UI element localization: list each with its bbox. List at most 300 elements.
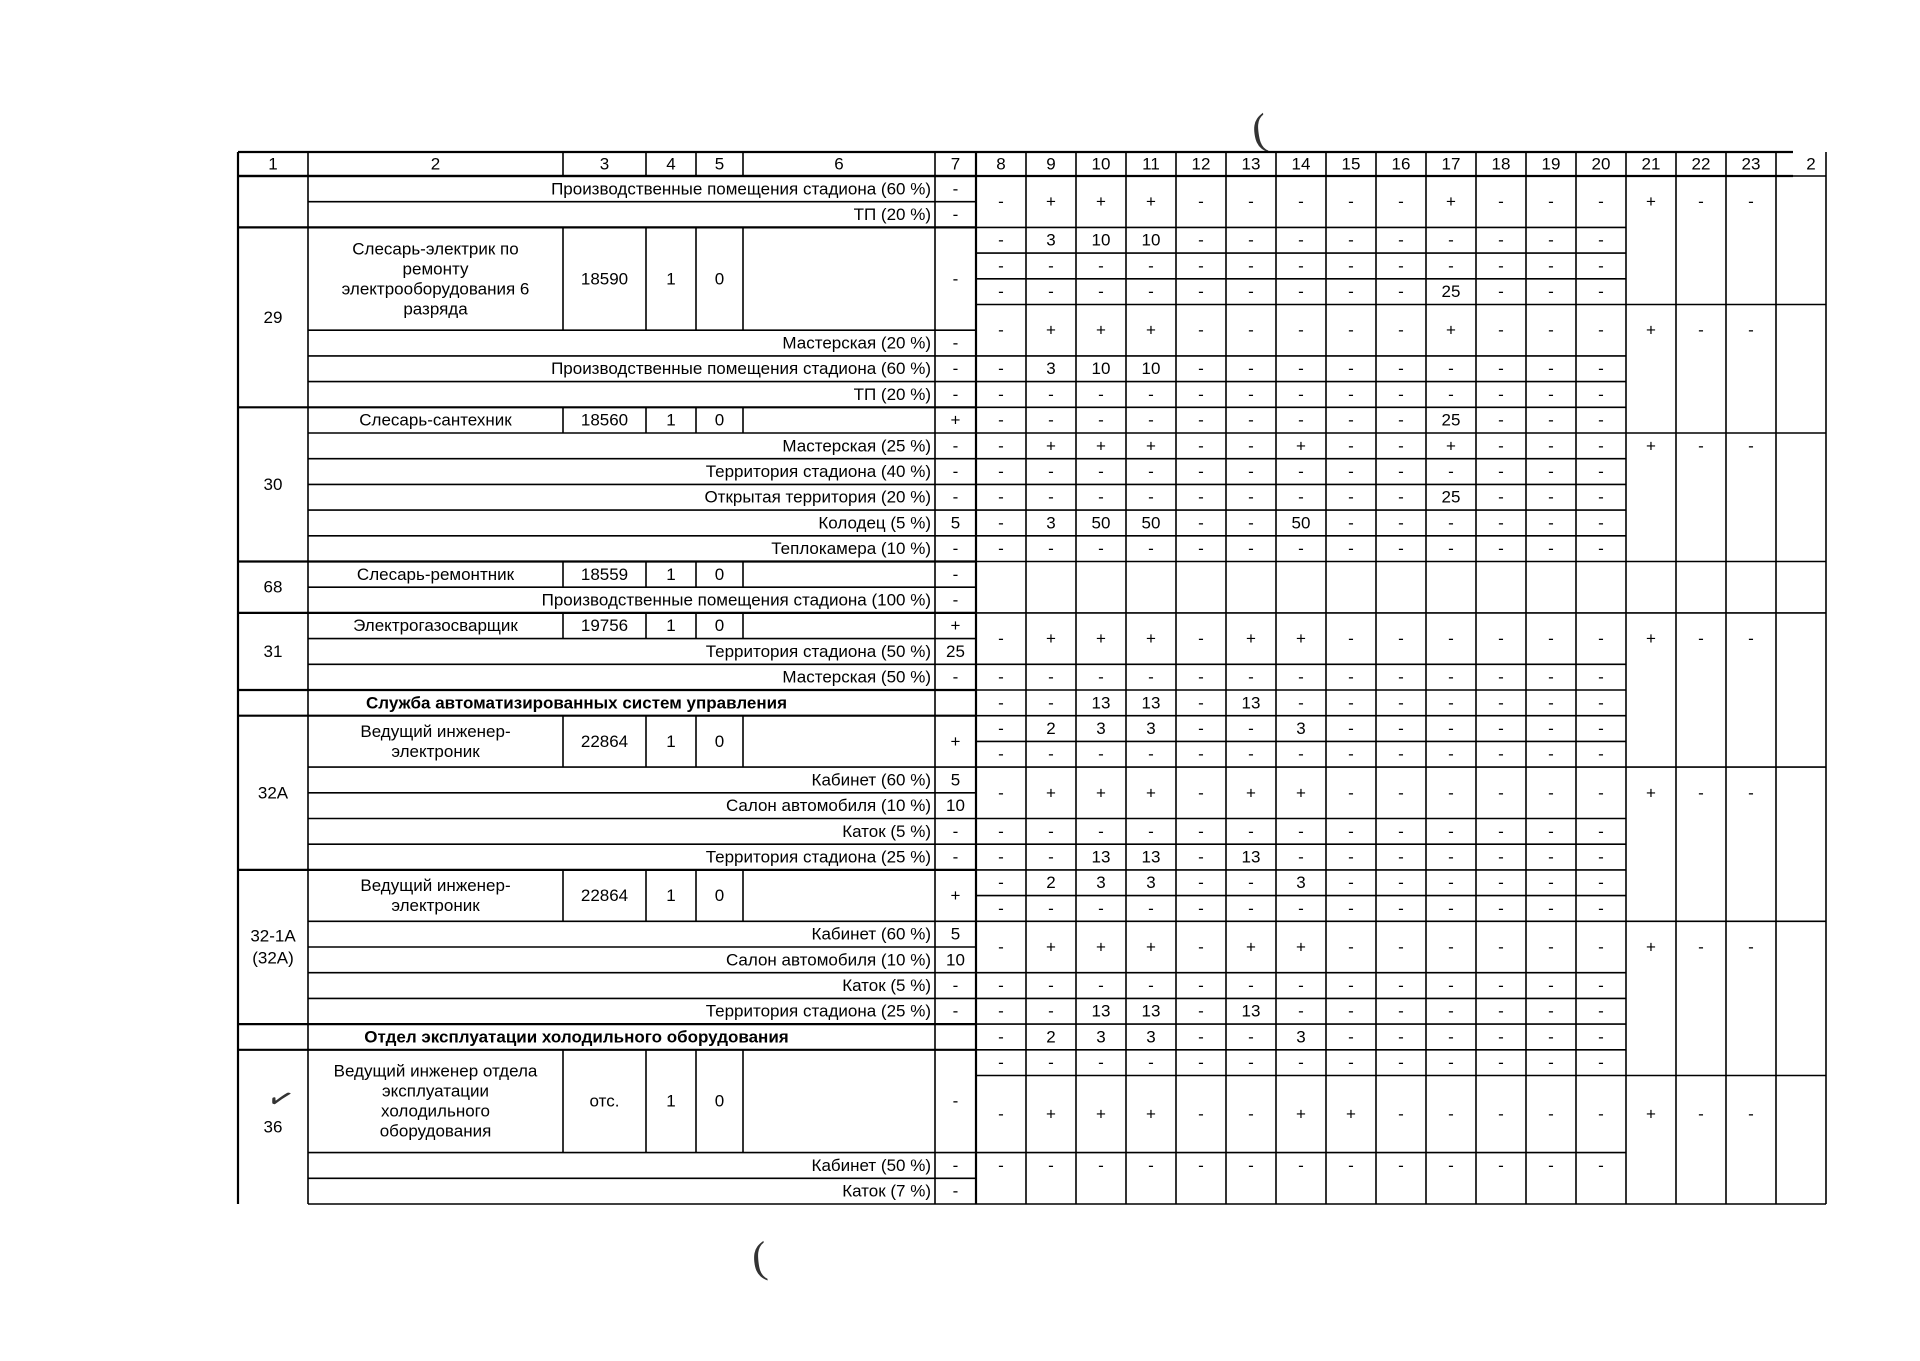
factor-cell: - bbox=[998, 230, 1004, 250]
factor-cell: - bbox=[1348, 282, 1354, 302]
factor-cell: - bbox=[1398, 230, 1404, 250]
factor-cell: - bbox=[1598, 1155, 1604, 1175]
factor-cell: - bbox=[1348, 937, 1354, 957]
job-code: 18560 bbox=[580, 410, 629, 430]
factor-cell: - bbox=[1398, 821, 1404, 841]
factor-cell: 3 bbox=[1146, 1027, 1156, 1047]
factor-cell: - bbox=[1148, 898, 1154, 918]
job-title: Ведущий инженер- bbox=[360, 876, 511, 896]
workplace-label: Теплокамера (10 %) bbox=[771, 539, 931, 559]
factor-cell: + bbox=[1096, 192, 1106, 212]
factor-cell: 13 bbox=[1091, 847, 1111, 867]
header-cell: 7 bbox=[950, 154, 961, 174]
factor-cell: - bbox=[1248, 230, 1254, 250]
factor-cell: + bbox=[1096, 937, 1106, 957]
factor-cell: 3 bbox=[1146, 873, 1156, 893]
factor-cell: - bbox=[1148, 539, 1154, 559]
factor-cell: - bbox=[1398, 693, 1404, 713]
factor-cell: - bbox=[1048, 1155, 1054, 1175]
factor-cell: - bbox=[1148, 1053, 1154, 1073]
factor-cell: - bbox=[1398, 629, 1404, 649]
factor-cell: - bbox=[1348, 744, 1354, 764]
factor-cell: + bbox=[1096, 783, 1106, 803]
factor-cell: 3 bbox=[1096, 1027, 1106, 1047]
factor-cell: - bbox=[1098, 821, 1104, 841]
pencil-bracket-top: ( bbox=[1248, 104, 1270, 155]
factor-cell: - bbox=[998, 693, 1004, 713]
factor-cell: - bbox=[1498, 384, 1504, 404]
factor-cell: - bbox=[998, 821, 1004, 841]
col7-value: 5 bbox=[950, 770, 961, 790]
factor-cell: - bbox=[1348, 513, 1354, 533]
factor-cell: - bbox=[1248, 1027, 1254, 1047]
header-cell: 17 bbox=[1441, 154, 1461, 174]
factor-cell: - bbox=[1448, 230, 1454, 250]
factor-cell: - bbox=[1248, 667, 1254, 687]
factor-cell: - bbox=[1498, 487, 1504, 507]
factor-cell: - bbox=[1248, 1104, 1254, 1124]
factor-cell: - bbox=[1348, 1053, 1354, 1073]
factor-cell: - bbox=[1098, 539, 1104, 559]
header-cell: 4 bbox=[666, 154, 676, 174]
job-title: электроник bbox=[391, 896, 480, 916]
factor-cell: - bbox=[1498, 436, 1504, 456]
factor-cell: - bbox=[1448, 783, 1454, 803]
factor-cell: - bbox=[1198, 873, 1204, 893]
factor-cell: - bbox=[1198, 539, 1204, 559]
factor-cell: - bbox=[1448, 693, 1454, 713]
factor-cell: - bbox=[1448, 847, 1454, 867]
factor-cell: - bbox=[1498, 282, 1504, 302]
factor-cell: - bbox=[1398, 1155, 1404, 1175]
workplace-label: Каток (7 %) bbox=[842, 1181, 931, 1201]
factor-cell: - bbox=[1348, 821, 1354, 841]
factor-cell: - bbox=[1448, 719, 1454, 739]
factor-cell: - bbox=[998, 744, 1004, 764]
factor-cell: - bbox=[1598, 1104, 1604, 1124]
factor-cell: - bbox=[1548, 359, 1554, 379]
factor-cell: - bbox=[1348, 410, 1354, 430]
factor-cell: + bbox=[1046, 1104, 1056, 1124]
factor-cell: - bbox=[1598, 359, 1604, 379]
factor-cell: - bbox=[1298, 359, 1304, 379]
factor-cell: - bbox=[1398, 1027, 1404, 1047]
factor-cell: + bbox=[1146, 937, 1156, 957]
factor-cell: - bbox=[1598, 462, 1604, 482]
factor-cell: + bbox=[1646, 629, 1656, 649]
col7-value: - bbox=[952, 821, 959, 841]
job-title: Слесарь-ремонтник bbox=[356, 564, 515, 584]
factor-cell: - bbox=[998, 898, 1004, 918]
factor-cell: - bbox=[1548, 976, 1554, 996]
factor-cell: - bbox=[1298, 1001, 1304, 1021]
job-code: 18559 bbox=[580, 564, 629, 584]
factor-cell: - bbox=[1098, 487, 1104, 507]
factor-cell: - bbox=[1348, 1001, 1354, 1021]
factor-cell: - bbox=[1548, 230, 1554, 250]
factor-cell: 3 bbox=[1296, 719, 1306, 739]
factor-cell: - bbox=[1448, 384, 1454, 404]
factor-cell: - bbox=[998, 847, 1004, 867]
factor-cell: - bbox=[1348, 629, 1354, 649]
header-cell: 12 bbox=[1191, 154, 1211, 174]
factor-cell: - bbox=[998, 384, 1004, 404]
factor-cell: - bbox=[1498, 898, 1504, 918]
factor-cell: - bbox=[1348, 359, 1354, 379]
job-women: 0 bbox=[714, 564, 725, 584]
header-cell: 6 bbox=[834, 154, 844, 174]
header-cell: 2 bbox=[1806, 154, 1816, 174]
factor-cell: - bbox=[1248, 384, 1254, 404]
factor-cell: - bbox=[1348, 192, 1354, 212]
factor-cell: - bbox=[1598, 783, 1604, 803]
job-code: 19756 bbox=[580, 616, 629, 636]
group-number: (32А) bbox=[252, 948, 294, 968]
factor-cell: - bbox=[1198, 410, 1204, 430]
factor-cell: - bbox=[1348, 436, 1354, 456]
job-women: 0 bbox=[714, 410, 725, 430]
factor-cell: - bbox=[1548, 898, 1554, 918]
factor-cell: - bbox=[1298, 693, 1304, 713]
job-women: 0 bbox=[714, 616, 725, 636]
job-count: 1 bbox=[666, 886, 676, 906]
factor-cell: - bbox=[1298, 192, 1304, 212]
factor-cell: - bbox=[1498, 719, 1504, 739]
factor-cell: - bbox=[1498, 693, 1504, 713]
job-title: Ведущий инженер отдела bbox=[333, 1061, 538, 1081]
factor-cell: 50 bbox=[1141, 513, 1161, 533]
factor-cell: - bbox=[1098, 282, 1104, 302]
factor-cell: - bbox=[1598, 282, 1604, 302]
factor-cell: - bbox=[1148, 462, 1154, 482]
factor-cell: - bbox=[998, 410, 1004, 430]
factor-cell: - bbox=[1048, 1001, 1054, 1021]
factor-cell: - bbox=[1448, 1104, 1454, 1124]
factor-cell: - bbox=[1398, 1001, 1404, 1021]
factor-cell: - bbox=[1148, 487, 1154, 507]
job-title: Электрогазосварщик bbox=[353, 616, 518, 636]
col7-value: - bbox=[952, 436, 959, 456]
factor-cell: - bbox=[1198, 192, 1204, 212]
factor-cell: - bbox=[1598, 898, 1604, 918]
factor-cell: - bbox=[1048, 693, 1054, 713]
factor-cell: - bbox=[1098, 744, 1104, 764]
col7-value: - bbox=[952, 179, 959, 199]
col7-value: - bbox=[952, 1155, 959, 1175]
factor-cell: - bbox=[1548, 462, 1554, 482]
factor-cell: - bbox=[1298, 282, 1304, 302]
factor-cell: - bbox=[1498, 744, 1504, 764]
factor-cell: - bbox=[1498, 629, 1504, 649]
col7-value: - bbox=[952, 269, 959, 289]
factor-cell: - bbox=[1598, 320, 1604, 340]
header-cell: 20 bbox=[1591, 154, 1611, 174]
factor-cell: - bbox=[1048, 384, 1054, 404]
factor-cell: + bbox=[1446, 320, 1456, 340]
workplace-label: Мастерская (25 %) bbox=[782, 436, 931, 456]
factor-cell: 3 bbox=[1046, 359, 1056, 379]
factor-cell: + bbox=[1296, 436, 1306, 456]
factor-cell: - bbox=[998, 667, 1004, 687]
factor-cell: - bbox=[1548, 667, 1554, 687]
factor-cell: - bbox=[998, 256, 1004, 276]
section-title: Отдел эксплуатации холодильного оборудования bbox=[364, 1027, 789, 1047]
factor-cell: + bbox=[1096, 436, 1106, 456]
factor-cell: - bbox=[1048, 487, 1054, 507]
col7-value: - bbox=[952, 462, 959, 482]
factor-cell: + bbox=[1296, 629, 1306, 649]
factor-cell: + bbox=[1646, 320, 1656, 340]
factor-cell: 2 bbox=[1046, 1027, 1056, 1047]
factor-cell: - bbox=[998, 1155, 1004, 1175]
factor-cell: - bbox=[998, 1027, 1004, 1047]
factor-cell: - bbox=[1348, 898, 1354, 918]
factor-cell: 3 bbox=[1096, 719, 1106, 739]
factor-cell: - bbox=[1698, 629, 1704, 649]
factor-cell: - bbox=[1248, 462, 1254, 482]
factor-cell: - bbox=[1448, 1001, 1454, 1021]
factor-cell: - bbox=[1598, 744, 1604, 764]
factor-cell: 13 bbox=[1241, 847, 1261, 867]
job-code: отс. bbox=[589, 1091, 620, 1111]
factor-cell: - bbox=[1598, 436, 1604, 456]
factor-cell: - bbox=[1548, 256, 1554, 276]
factor-cell: - bbox=[1148, 384, 1154, 404]
factor-cell: - bbox=[998, 1001, 1004, 1021]
factor-cell: - bbox=[1498, 821, 1504, 841]
factor-cell: - bbox=[1198, 320, 1204, 340]
factor-cell: - bbox=[1498, 667, 1504, 687]
factor-cell: - bbox=[1248, 1053, 1254, 1073]
section-title: Служба автоматизированных систем управления bbox=[365, 693, 788, 713]
factor-cell: - bbox=[1448, 1027, 1454, 1047]
factor-cell: - bbox=[1548, 513, 1554, 533]
factor-cell: - bbox=[1248, 1155, 1254, 1175]
workplace-label: Каток (5 %) bbox=[842, 821, 931, 841]
factor-cell: - bbox=[1348, 693, 1354, 713]
factor-cell: - bbox=[1398, 719, 1404, 739]
factor-cell: - bbox=[998, 282, 1004, 302]
job-title: Слесарь-сантехник bbox=[359, 410, 512, 430]
factor-cell: - bbox=[1198, 384, 1204, 404]
factor-cell: - bbox=[1598, 937, 1604, 957]
factor-cell: + bbox=[1346, 1104, 1356, 1124]
job-count: 1 bbox=[666, 731, 676, 751]
factor-cell: - bbox=[998, 873, 1004, 893]
factor-cell: - bbox=[1398, 410, 1404, 430]
col7-value: 5 bbox=[950, 924, 961, 944]
factor-cell: - bbox=[1598, 539, 1604, 559]
factor-cell: - bbox=[1048, 256, 1054, 276]
col7-value: - bbox=[952, 1001, 959, 1021]
factor-cell: - bbox=[1248, 821, 1254, 841]
factor-cell: - bbox=[1498, 192, 1504, 212]
factor-cell: - bbox=[1198, 1027, 1204, 1047]
factor-cell: - bbox=[1748, 629, 1754, 649]
factor-cell: - bbox=[1448, 1053, 1454, 1073]
factor-cell: 3 bbox=[1046, 513, 1056, 533]
factor-cell: 3 bbox=[1296, 873, 1306, 893]
factor-cell: - bbox=[998, 513, 1004, 533]
factor-cell: - bbox=[1298, 667, 1304, 687]
col7-value: + bbox=[950, 616, 961, 636]
factor-cell: - bbox=[1198, 462, 1204, 482]
factor-cell: - bbox=[1298, 976, 1304, 996]
header-cell: 11 bbox=[1142, 154, 1160, 174]
factor-cell: - bbox=[1548, 744, 1554, 764]
job-title: эксплуатации bbox=[381, 1081, 490, 1101]
factor-cell: - bbox=[1048, 462, 1054, 482]
factor-cell: + bbox=[1646, 937, 1656, 957]
factor-cell: - bbox=[1598, 513, 1604, 533]
factor-cell: - bbox=[998, 629, 1004, 649]
job-count: 1 bbox=[666, 1091, 676, 1111]
factor-cell: - bbox=[1448, 821, 1454, 841]
factor-cell: - bbox=[1598, 847, 1604, 867]
factor-cell: + bbox=[1046, 192, 1056, 212]
factor-cell: - bbox=[1398, 667, 1404, 687]
col7-value: 10 bbox=[946, 950, 965, 970]
workplace-label: Территория стадиона (40 %) bbox=[705, 462, 931, 482]
factor-cell: + bbox=[1146, 192, 1156, 212]
factor-cell: 50 bbox=[1291, 513, 1311, 533]
header-cell: 22 bbox=[1691, 154, 1711, 174]
factor-cell: 3 bbox=[1146, 719, 1156, 739]
factor-cell: 13 bbox=[1241, 693, 1261, 713]
job-title: холодильного bbox=[381, 1101, 490, 1121]
factor-cell: - bbox=[1498, 783, 1504, 803]
factor-cell: - bbox=[1548, 719, 1554, 739]
factor-cell: 10 bbox=[1091, 359, 1111, 379]
factor-cell: - bbox=[1348, 976, 1354, 996]
factor-cell: - bbox=[1548, 847, 1554, 867]
factor-cell: - bbox=[1598, 719, 1604, 739]
factor-cell: - bbox=[1148, 976, 1154, 996]
job-count: 1 bbox=[666, 564, 676, 584]
factor-cell: + bbox=[1296, 1104, 1306, 1124]
col7-value: - bbox=[952, 976, 959, 996]
factor-cell: - bbox=[1348, 384, 1354, 404]
factor-cell: - bbox=[1298, 821, 1304, 841]
factor-cell: + bbox=[1246, 783, 1256, 803]
factor-cell: - bbox=[1348, 1155, 1354, 1175]
job-code: 22864 bbox=[580, 731, 629, 751]
factor-cell: - bbox=[1598, 410, 1604, 430]
factor-cell: - bbox=[1298, 256, 1304, 276]
factor-cell: - bbox=[1448, 898, 1454, 918]
factor-cell: - bbox=[1548, 821, 1554, 841]
factor-cell: - bbox=[1298, 744, 1304, 764]
factor-cell: - bbox=[998, 976, 1004, 996]
factor-cell: - bbox=[1198, 719, 1204, 739]
factor-cell: - bbox=[1498, 410, 1504, 430]
workplace-label: Производственные помещения стадиона (60 %) bbox=[551, 359, 931, 379]
factor-cell: - bbox=[1448, 539, 1454, 559]
factor-cell: - bbox=[1498, 1053, 1504, 1073]
factor-cell: - bbox=[1698, 436, 1704, 456]
factor-cell: - bbox=[1498, 1104, 1504, 1124]
factor-cell: - bbox=[1298, 1155, 1304, 1175]
factor-cell: - bbox=[1498, 539, 1504, 559]
col7-value: - bbox=[952, 667, 959, 687]
factor-cell: - bbox=[1548, 1053, 1554, 1073]
factor-cell: - bbox=[1248, 487, 1254, 507]
factor-cell: - bbox=[1098, 1155, 1104, 1175]
factor-cell: - bbox=[1548, 1027, 1554, 1047]
factor-cell: - bbox=[1298, 320, 1304, 340]
factor-cell: + bbox=[1146, 320, 1156, 340]
factor-cell: - bbox=[1498, 847, 1504, 867]
group-number: 36 bbox=[263, 1117, 283, 1137]
col7-value: - bbox=[952, 359, 959, 379]
factor-cell: - bbox=[1448, 873, 1454, 893]
factor-cell: 13 bbox=[1141, 847, 1161, 867]
col7-value: - bbox=[952, 205, 959, 225]
factor-cell: - bbox=[1598, 1027, 1604, 1047]
factor-cell: - bbox=[1498, 359, 1504, 379]
factor-cell: - bbox=[998, 1053, 1004, 1073]
group-number: 29 bbox=[263, 307, 283, 327]
factor-cell: - bbox=[1548, 436, 1554, 456]
header-cell: 8 bbox=[996, 154, 1006, 174]
col7-value: - bbox=[952, 539, 959, 559]
factor-cell: - bbox=[1498, 256, 1504, 276]
col7-value: - bbox=[952, 847, 959, 867]
workplace-label: Колодец (5 %) bbox=[818, 513, 931, 533]
factor-cell: 50 bbox=[1091, 513, 1111, 533]
factor-cell: 3 bbox=[1046, 230, 1056, 250]
factor-cell: - bbox=[1148, 821, 1154, 841]
workplace-label: Кабинет (60 %) bbox=[811, 770, 931, 790]
job-women: 0 bbox=[714, 1091, 725, 1111]
group-number: 30 bbox=[263, 474, 283, 494]
job-count: 1 bbox=[666, 616, 676, 636]
factor-cell: - bbox=[1098, 256, 1104, 276]
factor-cell: - bbox=[1298, 462, 1304, 482]
factor-cell: - bbox=[1198, 937, 1204, 957]
factor-cell: + bbox=[1046, 783, 1056, 803]
factor-cell: 10 bbox=[1141, 359, 1161, 379]
job-count: 1 bbox=[666, 410, 676, 430]
factor-cell: - bbox=[1198, 667, 1204, 687]
factor-cell: - bbox=[1748, 783, 1754, 803]
factor-cell: - bbox=[1598, 1053, 1604, 1073]
factor-cell: - bbox=[1748, 320, 1754, 340]
factor-cell: - bbox=[1048, 976, 1054, 996]
factor-cell: - bbox=[1698, 320, 1704, 340]
job-women: 0 bbox=[714, 269, 725, 289]
factor-cell: - bbox=[1348, 256, 1354, 276]
factor-cell: + bbox=[1046, 436, 1056, 456]
factor-cell: - bbox=[1398, 282, 1404, 302]
factor-cell: - bbox=[1448, 976, 1454, 996]
col7-value: - bbox=[952, 564, 959, 584]
factor-cell: - bbox=[1198, 282, 1204, 302]
factor-cell: + bbox=[1146, 1104, 1156, 1124]
workplace-label: Производственные помещения стадиона (100 %) bbox=[541, 590, 931, 610]
factor-cell: - bbox=[998, 1104, 1004, 1124]
factor-cell: - bbox=[1398, 320, 1404, 340]
factor-cell: - bbox=[998, 783, 1004, 803]
factor-cell: - bbox=[1348, 539, 1354, 559]
header-cell: 23 bbox=[1741, 154, 1761, 174]
factor-cell: - bbox=[1298, 410, 1304, 430]
group-number: 68 bbox=[263, 577, 283, 597]
factor-cell: - bbox=[1598, 487, 1604, 507]
pencil-check-mark: ✓ bbox=[263, 1079, 299, 1120]
factor-cell: - bbox=[1548, 539, 1554, 559]
factor-cell: - bbox=[1548, 937, 1554, 957]
